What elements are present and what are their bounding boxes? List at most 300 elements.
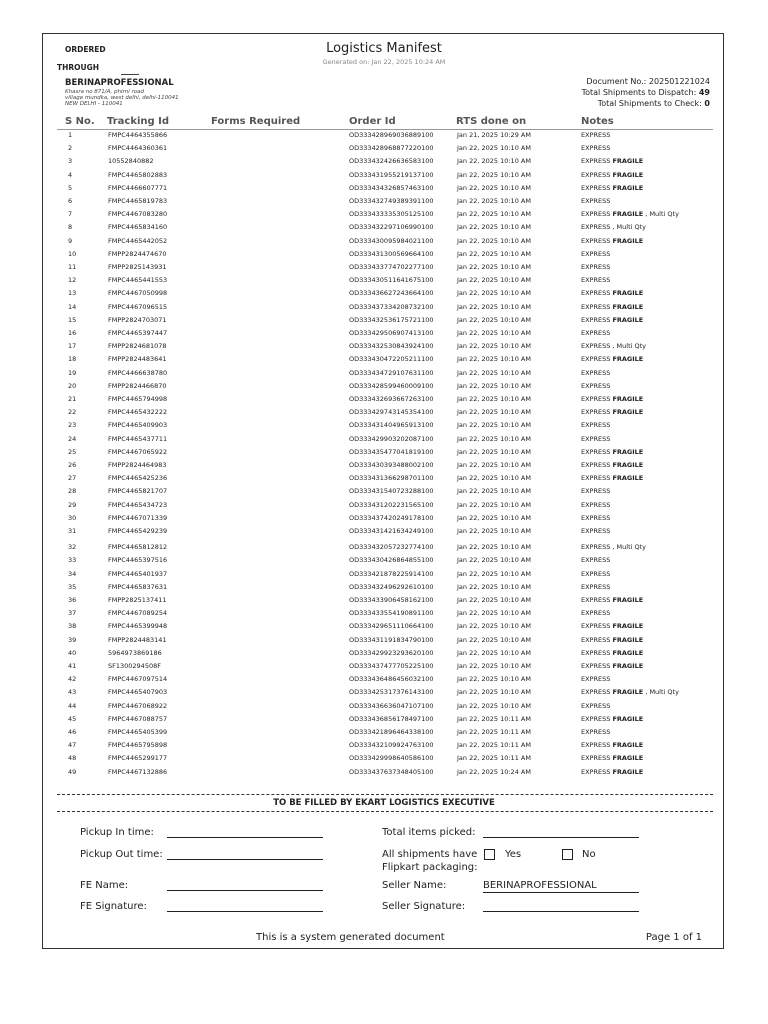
row-notes-service: EXPRESS [581, 513, 611, 522]
row-tracking-id: FMPC4465429239 [108, 527, 168, 535]
row-order-id: OD333431300569664100 [349, 249, 434, 258]
row-tracking-id: FMPC4467068922 [108, 701, 168, 710]
row-tracking-id: FMPC4465794998 [108, 395, 168, 403]
seller-name-label: Seller Name: [382, 880, 447, 891]
row-notes-service: EXPRESS , Multi Qty [581, 342, 647, 351]
row-notes [581, 527, 610, 535]
row-sno: 7 [68, 210, 73, 219]
row-notes-service: EXPRESS [581, 675, 611, 684]
no-label: No [582, 849, 596, 860]
row-notes [581, 768, 643, 776]
row-order-id: OD333433554190891100 [349, 609, 434, 618]
row-notes [581, 728, 610, 736]
row-sno: 40 [68, 648, 77, 657]
fe-signature-label: FE Signature: [80, 901, 147, 912]
row-notes: EXPRESS FRAGILE , Multi Qty [581, 210, 679, 219]
row-tracking-id: SF1300294508F [108, 662, 161, 670]
row-tracking-id: FMPP2825137411 [108, 596, 167, 604]
row-notes [581, 382, 610, 390]
row-sno: 47 [68, 741, 77, 750]
row-notes-flag: FRAGILE [612, 210, 644, 219]
row-tracking-id: FMPC4465821707 [108, 487, 168, 496]
fe-name-field[interactable] [167, 890, 323, 891]
yes-checkbox[interactable] [484, 849, 495, 860]
row-notes-service: EXPRESS [581, 527, 611, 535]
row-rts-time: Jan 22, 2025 10:10 AM [457, 596, 531, 604]
table-row [43, 556, 725, 569]
row-rts-time: Jan 22, 2025 10:10 AM [457, 210, 531, 219]
table-row [43, 768, 725, 781]
table-row [43, 382, 725, 395]
page-title: Logistics Manifest [326, 41, 442, 56]
row-rts-time: Jan 22, 2025 10:10 AM [457, 609, 531, 618]
table-row [43, 622, 725, 635]
row-notes [581, 662, 643, 670]
row-notes [581, 649, 643, 657]
row-order-id: OD333431540723288100 [349, 487, 434, 496]
row-sno: 29 [68, 500, 77, 509]
column-header-rts: RTS done on [456, 116, 527, 127]
row-order-id: OD333432426636583100 [349, 157, 434, 166]
row-order-id: OD333436856178497100 [349, 714, 434, 723]
row-notes [581, 702, 610, 710]
row-rts-time: Jan 22, 2025 10:10 AM [457, 487, 531, 496]
row-notes-service: EXPRESS [581, 302, 611, 311]
no-checkbox[interactable] [562, 849, 573, 860]
row-order-id: OD333432693667263100 [349, 395, 434, 403]
row-notes-service: EXPRESS [581, 197, 611, 205]
row-tracking-id: FMPC4465432222 [108, 408, 168, 417]
row-notes-service: EXPRESS , Multi Qty [581, 543, 647, 552]
generated-timestamp: Generated on: Jan 22, 2025 10:24 AM [322, 58, 446, 66]
row-tracking-id: FMPC4465409903 [108, 421, 168, 430]
row-notes-service: EXPRESS [581, 210, 611, 219]
row-notes-flag: FRAGILE [612, 157, 644, 166]
row-notes-flag: FRAGILE [612, 741, 644, 750]
row-notes-service: EXPRESS [581, 263, 611, 271]
row-order-id: OD333430426864855100 [349, 556, 434, 565]
row-order-id: OD333437637348405100 [349, 767, 434, 776]
row-tracking-id: FMPC4465299177 [108, 754, 168, 763]
table-row [43, 609, 725, 622]
row-notes-flag: FRAGILE [612, 635, 644, 644]
row-tracking-id: FMPC4467083280 [108, 210, 168, 219]
table-row [43, 408, 725, 421]
row-rts-time: Jan 22, 2025 10:10 AM [457, 395, 531, 403]
seller-address-line: village mundka, west delhi, delhi-110041 [65, 95, 179, 101]
row-rts-time: Jan 22, 2025 10:10 AM [457, 263, 531, 271]
row-notes-flag: FRAGILE [612, 355, 644, 364]
row-tracking-id: FMPC4467097514 [108, 675, 168, 684]
row-sno: 25 [68, 447, 77, 456]
row-notes [581, 316, 643, 324]
row-rts-time: Jan 22, 2025 10:10 AM [457, 223, 531, 232]
row-rts-time: Jan 22, 2025 10:10 AM [457, 276, 531, 285]
row-sno: 31 [68, 527, 77, 535]
row-order-id: OD333430511641675100 [349, 276, 434, 285]
row-notes-service: EXPRESS [581, 474, 611, 483]
row-sno: 39 [68, 635, 77, 644]
row-order-id: OD333421896464338100 [349, 728, 434, 736]
row-tracking-id: FMPC4467050998 [108, 289, 168, 298]
row-notes-service: EXPRESS [581, 421, 611, 430]
total-items-field[interactable] [483, 837, 639, 838]
row-notes-service: EXPRESS [581, 609, 611, 618]
table-row [43, 171, 725, 184]
table-row [43, 649, 725, 662]
row-tracking-id: FMPC4465441553 [108, 276, 168, 285]
logo-mark [121, 74, 139, 77]
table-row [43, 395, 725, 408]
row-sno: 32 [68, 543, 77, 552]
row-notes [581, 329, 610, 337]
header-divider [57, 129, 713, 130]
row-sno: 27 [68, 474, 77, 483]
row-notes-service: EXPRESS [581, 741, 611, 750]
row-rts-time: Jan 22, 2025 10:11 AM [457, 728, 531, 736]
row-rts-time: Jan 22, 2025 10:10 AM [457, 543, 531, 552]
dispatch-count: Total Shipments to Dispatch: 49 [581, 88, 710, 97]
table-row [43, 263, 725, 276]
packaging-label-cont: Flipkart packaging: [382, 862, 478, 873]
row-sno: 35 [68, 582, 77, 591]
row-order-id: OD333433774702277100 [349, 263, 434, 271]
section-divider [57, 794, 713, 795]
row-notes [581, 501, 610, 509]
row-notes-service: EXPRESS [581, 662, 611, 670]
row-tracking-id: FMPP2824703071 [108, 315, 167, 324]
row-order-id: OD333429923293620100 [349, 648, 434, 657]
table-row [43, 329, 725, 342]
row-rts-time: Jan 22, 2025 10:11 AM [457, 714, 531, 723]
row-rts-time: Jan 22, 2025 10:10 AM [457, 249, 531, 258]
row-rts-time: Jan 22, 2025 10:10 AM [457, 582, 531, 591]
row-notes [581, 157, 643, 165]
table-row [43, 197, 725, 210]
row-notes: EXPRESS FRAGILE , Multi Qty [581, 688, 679, 697]
row-tracking-id: FMPC4464355866 [108, 131, 168, 139]
seller-name-heading: BERINAPROFESSIONAL [65, 78, 174, 88]
row-tracking-id: FMPC4467089254 [108, 609, 168, 618]
packaging-label: All shipments have [382, 849, 478, 860]
row-order-id: OD333435477041819100 [349, 447, 434, 456]
row-rts-time: Jan 22, 2025 10:10 AM [457, 447, 531, 456]
row-order-id: OD333429903202087100 [349, 434, 434, 443]
row-sno: 11 [68, 263, 77, 271]
row-rts-time: Jan 22, 2025 10:10 AM [457, 144, 531, 153]
row-notes-service: EXPRESS [581, 395, 611, 403]
row-order-id: OD333428968877220100 [349, 144, 434, 153]
row-rts-time: Jan 22, 2025 10:10 AM [457, 513, 531, 522]
row-order-id: OD333431202231565100 [349, 500, 434, 509]
row-tracking-id: FMPC4466638780 [108, 368, 168, 377]
row-tracking-id: FMPC4465397447 [108, 329, 168, 337]
row-sno: 41 [68, 662, 77, 670]
row-notes-service: EXPRESS [581, 315, 611, 324]
table-row [43, 144, 725, 157]
row-tracking-id: FMPP2824483141 [108, 635, 167, 644]
row-sno: 42 [68, 675, 77, 684]
row-notes-flag: FRAGILE [612, 474, 644, 483]
row-sno: 1 [68, 131, 73, 139]
row-order-id: OD333432496292610100 [349, 582, 434, 591]
row-order-id: OD333436486456032100 [349, 675, 434, 684]
row-notes-service: EXPRESS [581, 170, 611, 179]
row-rts-time: Jan 22, 2025 10:10 AM [457, 157, 531, 166]
row-sno: 4 [68, 170, 73, 179]
row-rts-time: Jan 22, 2025 10:10 AM [457, 556, 531, 565]
table-row [43, 501, 725, 514]
table-row [43, 276, 725, 289]
row-sno: 5 [68, 183, 73, 192]
row-tracking-id: FMPC4465834160 [108, 223, 168, 232]
row-notes [581, 715, 643, 723]
row-tracking-id: FMPC4467132886 [108, 767, 168, 776]
row-order-id: OD333437477705225100 [349, 662, 434, 670]
row-order-id: OD333432536175721100 [349, 315, 434, 324]
row-notes [581, 421, 610, 429]
seller-signature-field[interactable] [483, 911, 639, 912]
row-order-id: OD333432109924763100 [349, 741, 434, 750]
row-sno: 2 [68, 144, 73, 153]
table-row [43, 210, 725, 223]
row-notes-flag: FRAGILE [612, 170, 644, 179]
row-tracking-id: FMPC4465434723 [108, 500, 168, 509]
row-notes-service: EXPRESS [581, 556, 611, 565]
row-order-id: OD333436627243664100 [349, 289, 434, 298]
row-notes-service: EXPRESS [581, 569, 611, 578]
row-tracking-id: FMPC4466607771 [108, 183, 168, 192]
row-notes [581, 303, 643, 311]
row-order-id: OD333428969036889100 [349, 131, 434, 139]
page-number: Page 1 of 1 [645, 932, 702, 943]
row-notes-flag: FRAGILE [612, 183, 644, 192]
table-row [43, 487, 725, 500]
row-order-id: OD333429506907413100 [349, 329, 434, 337]
row-notes-service: EXPRESS [581, 131, 611, 139]
row-sno: 38 [68, 622, 77, 631]
row-notes [581, 237, 643, 245]
manifest-page [42, 33, 724, 949]
row-rts-time: Jan 22, 2025 10:10 AM [457, 675, 531, 684]
row-notes-service: EXPRESS [581, 635, 611, 644]
row-tracking-id: FMPC4465437711 [108, 434, 168, 443]
row-rts-time: Jan 22, 2025 10:10 AM [457, 355, 531, 364]
row-notes-service: EXPRESS [581, 144, 611, 153]
table-row [43, 316, 725, 329]
row-tracking-id: 5964973869186 [108, 648, 162, 657]
row-rts-time: Jan 22, 2025 10:10 AM [457, 381, 531, 390]
row-tracking-id: FMPC4465401937 [108, 569, 168, 578]
row-notes [581, 474, 643, 482]
row-notes-service: EXPRESS [581, 408, 611, 417]
table-row [43, 474, 725, 487]
row-notes-service: EXPRESS [581, 701, 611, 710]
row-notes-service: EXPRESS [581, 582, 611, 591]
row-rts-time: Jan 22, 2025 10:10 AM [457, 408, 531, 417]
document-number: Document No.: 202501221024 [586, 77, 710, 86]
row-notes-service: EXPRESS [581, 714, 611, 723]
row-notes [581, 596, 643, 604]
row-notes [581, 754, 643, 762]
pickup-in-field[interactable] [167, 837, 323, 838]
table-row [43, 675, 725, 688]
row-tracking-id: FMPC4467088757 [108, 714, 168, 723]
row-order-id: OD333433906458162100 [349, 596, 434, 604]
row-notes-flag: FRAGILE [612, 315, 644, 324]
row-tracking-id: FMPC4467065922 [108, 447, 168, 456]
row-notes-service: EXPRESS [581, 767, 611, 776]
row-notes-service: EXPRESS , Multi Qty [581, 223, 647, 232]
row-notes [581, 570, 610, 578]
table-row [43, 662, 725, 675]
row-tracking-id: FMPP2824466870 [108, 381, 167, 390]
row-order-id: OD333429651110664100 [349, 622, 434, 631]
row-notes-flag: FRAGILE [612, 408, 644, 417]
row-notes [581, 263, 610, 271]
row-tracking-id: FMPC4465802883 [108, 170, 168, 179]
row-sno: 3 [68, 157, 73, 166]
row-rts-time: Jan 22, 2025 10:10 AM [457, 170, 531, 179]
row-rts-time: Jan 22, 2025 10:10 AM [457, 474, 531, 483]
row-sno: 14 [68, 302, 77, 311]
pickup-out-field[interactable] [167, 859, 323, 860]
row-rts-time: Jan 22, 2025 10:10 AM [457, 421, 531, 430]
row-tracking-id: FMPP2824483641 [108, 355, 167, 364]
row-notes-service: EXPRESS [581, 329, 611, 337]
row-tracking-id: FMPC4465812812 [108, 543, 168, 552]
row-order-id: OD333421878225914100 [349, 569, 434, 578]
row-notes-flag: FRAGILE [612, 648, 644, 657]
table-row [43, 435, 725, 448]
row-sno: 45 [68, 714, 77, 723]
table-row [43, 543, 725, 556]
row-tracking-id: FMPC4467071339 [108, 513, 168, 522]
row-notes [581, 250, 610, 258]
table-row [43, 715, 725, 728]
row-notes-flag: FRAGILE [612, 461, 644, 469]
table-row [43, 157, 725, 170]
row-notes [581, 487, 610, 495]
section-divider [57, 811, 713, 812]
row-sno: 46 [68, 728, 77, 736]
row-notes-service: EXPRESS [581, 434, 611, 443]
row-rts-time: Jan 22, 2025 10:24 AM [457, 767, 531, 776]
row-notes-service: EXPRESS [581, 183, 611, 192]
fe-signature-field[interactable] [167, 911, 323, 912]
row-notes [581, 461, 643, 469]
row-notes-flag: FRAGILE [612, 289, 644, 298]
table-row [43, 303, 725, 316]
row-sno: 28 [68, 487, 77, 496]
table-row [43, 448, 725, 461]
table-row [43, 369, 725, 382]
row-order-id: OD333431955219137100 [349, 170, 434, 179]
row-order-id: OD333431421634249100 [349, 527, 434, 535]
row-notes [581, 609, 610, 617]
seller-name-value: BERINAPROFESSIONAL [483, 880, 639, 893]
row-sno: 23 [68, 421, 77, 430]
row-tracking-id: 10552840882 [108, 157, 154, 166]
row-rts-time: Jan 22, 2025 10:10 AM [457, 688, 531, 697]
table-row [43, 570, 725, 583]
ekart-section-title: TO BE FILLED BY EKART LOGISTICS EXECUTIVE [273, 798, 495, 808]
row-rts-time: Jan 22, 2025 10:10 AM [457, 236, 531, 245]
row-notes [581, 197, 610, 205]
row-tracking-id: FMPC4465407903 [108, 688, 168, 697]
table-row [43, 421, 725, 434]
row-rts-time: Jan 22, 2025 10:10 AM [457, 701, 531, 710]
row-order-id: OD333430393488002100 [349, 461, 434, 469]
seller-signature-label: Seller Signature: [382, 901, 466, 912]
table-row [43, 728, 725, 741]
row-notes [581, 675, 610, 683]
row-notes-service: EXPRESS [581, 368, 611, 377]
row-notes [581, 636, 643, 644]
row-tracking-id: FMPP2824681078 [108, 342, 167, 351]
row-notes-service: EXPRESS [581, 596, 611, 604]
row-rts-time: Jan 22, 2025 10:10 AM [457, 434, 531, 443]
row-notes [581, 289, 643, 297]
row-rts-time: Jan 22, 2025 10:10 AM [457, 315, 531, 324]
system-note: This is a system generated document [256, 932, 445, 943]
row-rts-time: Jan 22, 2025 10:10 AM [457, 342, 531, 351]
row-notes-service: EXPRESS [581, 728, 611, 736]
row-sno: 44 [68, 701, 77, 710]
row-notes [581, 448, 643, 456]
row-rts-time: Jan 22, 2025 10:10 AM [457, 461, 531, 469]
row-rts-time: Jan 22, 2025 10:10 AM [457, 329, 531, 337]
row-notes-flag: FRAGILE [612, 754, 644, 763]
row-order-id: OD333430472205211100 [349, 355, 434, 364]
table-row [43, 250, 725, 263]
row-order-id: OD333437334208732100 [349, 302, 434, 311]
row-notes [581, 342, 646, 350]
row-notes [581, 622, 643, 630]
yes-label: Yes [505, 849, 522, 860]
row-rts-time: Jan 22, 2025 10:10 AM [457, 648, 531, 657]
ordered-label: ORDERED [65, 45, 106, 54]
row-sno: 9 [68, 236, 73, 245]
row-notes [581, 395, 643, 403]
row-order-id: OD333431404965913100 [349, 421, 434, 430]
table-row [43, 461, 725, 474]
row-rts-time: Jan 22, 2025 10:10 AM [457, 662, 531, 670]
row-notes-service: EXPRESS [581, 157, 611, 166]
row-rts-time: Jan 22, 2025 10:10 AM [457, 622, 531, 631]
row-rts-time: Jan 22, 2025 10:10 AM [457, 197, 531, 205]
row-notes [581, 223, 646, 231]
row-rts-time: Jan 22, 2025 10:10 AM [457, 500, 531, 509]
row-sno: 33 [68, 556, 77, 565]
table-row [43, 596, 725, 609]
row-sno: 12 [68, 276, 77, 285]
row-order-id: OD333432297106990100 [349, 223, 434, 232]
table-row [43, 514, 725, 527]
row-sno: 21 [68, 395, 77, 403]
row-tracking-id: FMPP2824474670 [108, 249, 167, 258]
row-sno: 49 [68, 767, 77, 776]
row-sno: 19 [68, 368, 77, 377]
table-row [43, 184, 725, 197]
row-notes-service: EXPRESS [581, 688, 611, 697]
row-tracking-id: FMPC4465425236 [108, 474, 168, 483]
row-notes [581, 556, 610, 564]
row-notes-flag: FRAGILE [612, 714, 644, 723]
pickup-out-label: Pickup Out time: [80, 849, 163, 860]
row-notes [581, 184, 643, 192]
row-notes-service: EXPRESS [581, 754, 611, 763]
